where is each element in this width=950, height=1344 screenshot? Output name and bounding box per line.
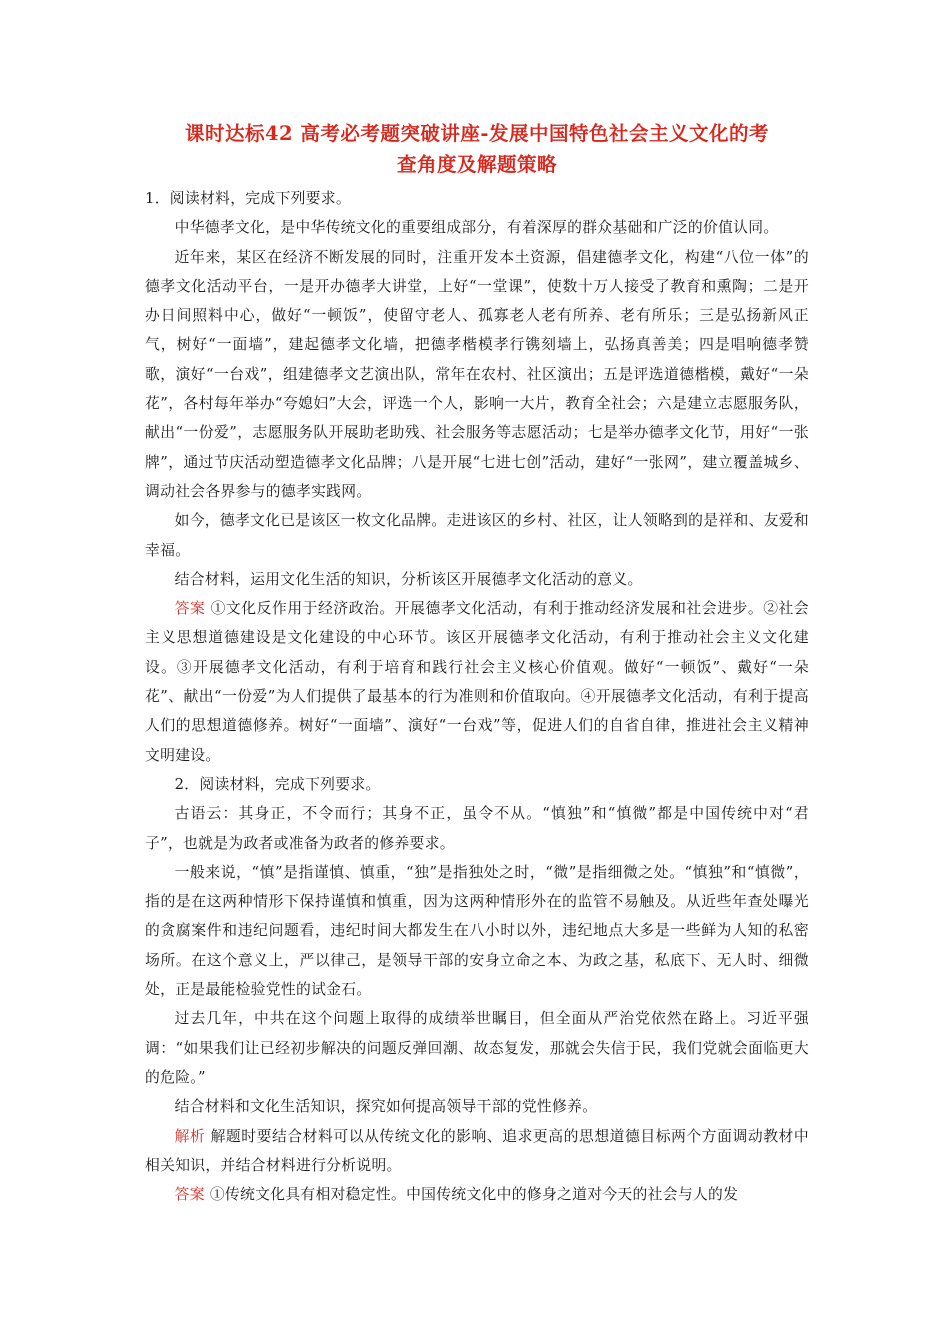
document-title	[133, 118, 821, 180]
q1-answer	[145, 594, 809, 770]
question-1-stem: 1．阅读材料，完成下列要求。	[145, 190, 351, 207]
q2-paragraph-3: 过去几年，中共在这个问题上取得的成绩举世瞩目，但全面从严治党依然在路上。习近平强调：“如果我们让已经初步解决的问题反弹回潮、故态复发，那就会失信于民，我们党就会面临更大的危险。”	[145, 1010, 809, 1086]
q1-paragraph-1: 中华德孝文化，是中华传统文化的重要组成部分，有着深厚的群众基础和广泛的价值认同。	[174, 219, 779, 237]
answer-text: ①文化反作用于经济政治。开展德孝文化活动，有利于推动经济发展和社会进步。②社会主义思想道德建设是文化建设的中心环节。该区开展德孝文化活动，有利于推动社会主义文化建设。③开展德孝文化活动，有利于培育和践行社会主义核心价值观。做好“一顿饭”、戴好“一朵花”、献出“一份爱”为人们提供了最基本的行为准则和价值取向。④开展德孝文化活动，有利于提高人们的思想道德修养。树好“一面墙”、演好“一台戏”等，促进人们的自省自律，推进社会主义精神文明建设。	[145, 600, 809, 764]
q2-analysis	[145, 1122, 809, 1181]
q1-question: 结合材料，运用文化生活的知识，分析该区开展德孝文化活动的意义。	[174, 570, 643, 588]
analysis-text: 解题时要结合材料可以从传统文化的影响、追求更高的思想道德目标两个方面调动教材中相关知识，并结合材料进行分析说明。	[145, 1127, 809, 1174]
title-line-1: 课时达标42 高考必考题突破讲座-发展中国特色社会主义文化的考	[184, 122, 770, 145]
q2-answer	[145, 1180, 809, 1209]
answer-label: 答案	[174, 1186, 205, 1204]
analysis-label: 解析	[174, 1127, 206, 1145]
q1-paragraph-3: 如今，德孝文化已是该区一枚文化品牌。走进该区的乡村、社区，让人领略到的是祥和、友爱和幸福。	[145, 512, 809, 559]
q2-paragraph-1: 古语云：其身正，不令而行；其身不正，虽令不从。“慎独”和“慎微”都是中国传统中对“君子”，也就是为政者或准备为政者的修养要求。	[145, 805, 809, 852]
document-page	[145, 118, 809, 1209]
answer-label: 答案	[174, 600, 206, 618]
question-2-stem: 2．阅读材料，完成下列要求。	[174, 775, 381, 793]
q1-paragraph-2: 近年来，某区在经济不断发展的同时，注重开发本土资源，倡建德孝文化，构建“八位一体”的德孝文化活动平台，一是开办德孝大讲堂，上好“一堂课”，使数十万人接受了教育和熏陶；二是开办日间照料中心，做好“一顿饭”，使留守老人、孤寡老人老有所养、老有所乐；三是弘扬新风正气，树好“一面墙”，建起德孝文化墙，把德孝楷模孝行镌刻墙上，弘扬真善美；四是唱响德孝赞歌，演好“一台戏”，组建德孝文艺演出队，常年在农村、社区演出；五是评选道德楷模，戴好“一朵花”，各村每年举办“夸媳妇”大会，评选一个人，影响一大片，教育全社会；六是建立志愿服务队，献出“一份爱”，志愿服务队开展助老助残、社会服务等志愿活动；七是举办德孝文化节，用好“一张牌”，通过节庆活动塑造德孝文化品牌；八是开展“七进七创”活动，建好“一张网”，建立覆盖城乡、调动社会各界参与的德孝实践网。	[145, 248, 809, 500]
q2-paragraph-2: 一般来说，“慎”是指谨慎、慎重，“独”是指独处之时，“微”是指细微之处。“慎独”和“慎微”，指的是在这两种情形下保持谨慎和慎重，因为这两种情形外在的监管不易触及。从近些年查处曝光的贪腐案件和违纪问题看，违纪时间大都发生在八小时以外，违纪地点大多是一些鲜为人知的私密场所。在这个意义上，严以律己，是领导干部的安身立命之本、为政之基，私底下、无人时、细微处，正是最能检验党性的试金石。	[145, 863, 809, 999]
answer-text: ①传统文化具有相对稳定性。中国传统文化中的修身之道对今天的社会与人的发	[209, 1186, 739, 1204]
q2-question: 结合材料和文化生活知识，探究如何提高领导干部的党性修养。	[174, 1098, 598, 1116]
title-line-2: 查角度及解题策略	[396, 153, 557, 176]
